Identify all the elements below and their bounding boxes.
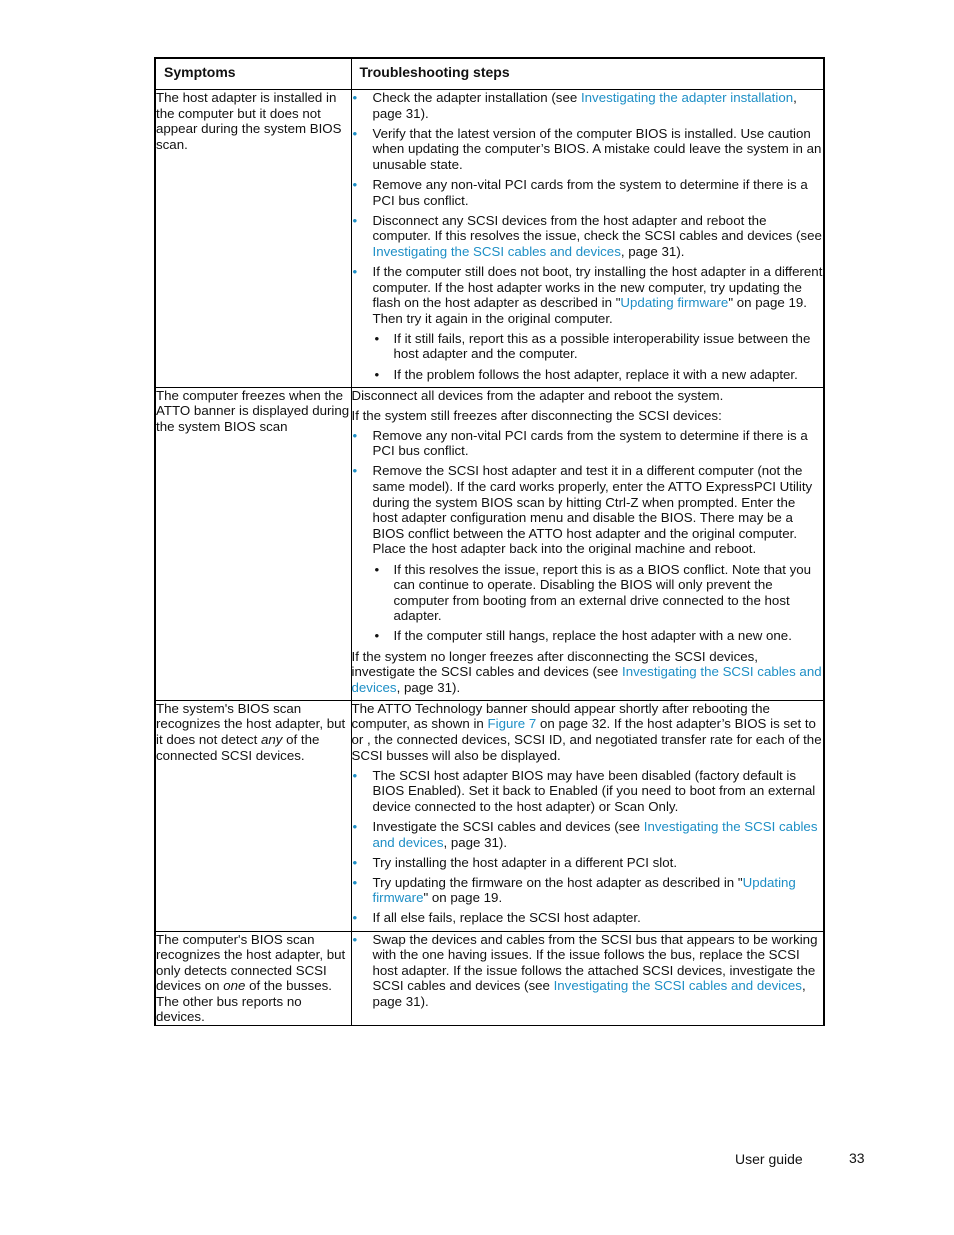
step-text: Verify that the latest version of the computer BIOS is installed. Use caution when updating the computer’s BIOS. A mistake could leave the system in an unusable state. bbox=[372, 125, 822, 172]
step-sub-bullet bbox=[352, 331, 824, 362]
step-bullet bbox=[352, 819, 824, 850]
cross-reference-link[interactable]: Investigating the SCSI cables and devices bbox=[372, 243, 621, 259]
footer-label: User guide bbox=[735, 1151, 803, 1167]
cross-reference-link[interactable]: Investigating the adapter installation bbox=[580, 90, 794, 105]
cross-reference-link[interactable]: Investigating the SCSI cables and devices bbox=[553, 978, 802, 994]
step-bullet bbox=[352, 177, 824, 208]
step-bullet bbox=[352, 90, 824, 121]
steps-cell bbox=[351, 387, 824, 700]
step-text: " on page 19. bbox=[423, 890, 503, 906]
step-text: , page 31). bbox=[372, 978, 806, 1009]
step-text: Disconnect all devices from the adapter and reboot the system. bbox=[351, 387, 724, 403]
table-row bbox=[155, 387, 824, 700]
steps-cell bbox=[351, 700, 824, 931]
step-text: If the problem follows the host adapter, replace it with a new adapter. bbox=[393, 366, 798, 382]
step-bullet bbox=[352, 768, 824, 815]
table-body bbox=[155, 90, 824, 1026]
step-bullet bbox=[352, 910, 824, 926]
step-text: The ATTO Technology banner should appear shortly after rebooting the computer, as shown in bbox=[351, 700, 770, 732]
column-header-troubleshooting-steps: Troubleshooting steps bbox=[351, 58, 824, 90]
emphasis-text: one bbox=[223, 978, 246, 994]
column-header-symptoms: Symptoms bbox=[155, 58, 351, 90]
step-bullet bbox=[352, 213, 824, 260]
table-row bbox=[155, 700, 824, 931]
cross-reference-link[interactable]: Figure 7 bbox=[487, 716, 537, 732]
step-list bbox=[352, 768, 824, 926]
step-text: If this resolves the issue, report this is as a BIOS conflict. Note that you can continue to operate. Disabling the BIOS will only prevent the computer from booting from an external drive connected to the host adapter. bbox=[393, 561, 812, 624]
step-list bbox=[352, 932, 824, 1010]
step-text: Investigate the SCSI cables and devices (see bbox=[372, 818, 644, 834]
step-paragraph bbox=[352, 701, 824, 763]
table-header-row bbox=[155, 58, 824, 90]
step-bullet bbox=[352, 264, 824, 326]
step-list bbox=[352, 90, 824, 382]
cross-reference-link[interactable]: Investigating the SCSI cables and devices bbox=[372, 818, 818, 850]
cross-reference-link[interactable]: Updating firmware bbox=[620, 295, 729, 311]
step-text: " on page 19. Then try it again in the original computer. bbox=[372, 295, 807, 326]
steps-cell bbox=[351, 90, 824, 388]
step-sub-bullet bbox=[352, 562, 824, 624]
step-list bbox=[352, 428, 824, 644]
step-text: Check the adapter installation (see bbox=[372, 90, 581, 105]
step-text: , page 31). bbox=[620, 243, 685, 259]
symptom-cell: The computer freezes when the ATTO banner is displayed during the system BIOS scan bbox=[155, 387, 351, 700]
symptom-cell: The computer's BIOS scan recognizes the host adapter, but only detects connected SCSI devices on one of the busses. The other bus reports no devices. bbox=[155, 931, 351, 1026]
cross-reference-link[interactable]: Updating firmware bbox=[372, 874, 796, 906]
step-paragraph bbox=[352, 408, 824, 424]
step-text: Try installing the host adapter in a different PCI slot. bbox=[372, 854, 678, 870]
step-paragraph bbox=[352, 649, 824, 696]
step-text: If the computer still does not boot, try installing the host adapter in a different computer. If the host adapter works in the new computer, try updating the flash on the host adapter as described in " bbox=[372, 263, 823, 311]
step-sub-bullet bbox=[352, 367, 824, 383]
step-text: If it still fails, report this as a possible interoperability issue between the host adapter and the computer. bbox=[393, 330, 811, 362]
troubleshooting-table bbox=[154, 57, 825, 1026]
table-row bbox=[155, 90, 824, 388]
step-text: , page 31). bbox=[443, 834, 508, 850]
step-text: The SCSI host adapter BIOS may have been disabled (factory default is BIOS Enabled). Set it back to Enabled (if you need to boot from an external device connected to the host adapter) or Scan Only. bbox=[372, 767, 816, 814]
step-bullet bbox=[352, 428, 824, 459]
step-text: Remove any non-vital PCI cards from the system to determine if there is a PCI bus conflict. bbox=[372, 427, 808, 459]
step-bullet bbox=[352, 126, 824, 173]
step-sub-bullet bbox=[352, 628, 824, 644]
step-text: If the computer still hangs, replace the host adapter with a new one. bbox=[393, 628, 792, 644]
step-text: Try updating the firmware on the host adapter as described in " bbox=[372, 874, 743, 890]
step-text: Disconnect any SCSI devices from the host adapter and reboot the computer. If this resolves the issue, check the SCSI cables and devices (see bbox=[372, 212, 822, 244]
cross-reference-link[interactable]: Investigating the SCSI cables and devices bbox=[351, 664, 822, 695]
step-text: If the system no longer freezes after disconnecting the SCSI devices, investigate the SCSI cables and devices (see bbox=[351, 648, 759, 680]
step-bullet bbox=[352, 875, 824, 906]
step-bullet bbox=[352, 463, 824, 557]
step-text: Remove any non-vital PCI cards from the system to determine if there is a PCI bus conflict. bbox=[372, 176, 808, 208]
symptom-cell: The host adapter is installed in the computer but it does not appear during the system BIOS scan. bbox=[155, 90, 351, 388]
step-text: Remove the SCSI host adapter and test it in a different computer (not the same model). If the card works properly, enter the ATTO ExpressPCI Utility during the system BIOS scan by hitting Ctrl-Z when prompted. Enter the host adapter configuration menu and disable the BIOS. There may be a BIOS conflict between the ATTO host adapter and the original computer. Place the host adapter back into the original machine and reboot. bbox=[372, 463, 813, 557]
step-text: If all else fails, replace the SCSI host adapter. bbox=[372, 910, 641, 926]
step-text: Swap the devices and cables from the SCSI bus that appears to be working with the one having issues. If the issue follows the bus, replace the SCSI host adapter. If the issue follows the attached SCSI devices, investigate the SCSI cables and devices (see bbox=[372, 931, 818, 994]
step-paragraph bbox=[352, 388, 824, 404]
step-bullet bbox=[352, 932, 824, 1010]
step-text: , page 31). bbox=[372, 90, 797, 121]
step-bullet bbox=[352, 855, 824, 871]
step-text: If the system still freezes after disconnecting the SCSI devices: bbox=[351, 407, 722, 423]
table-row bbox=[155, 931, 824, 1026]
step-text: on page 32. If the host adapter’s BIOS is set to or , the connected devices, SCSI ID, and negotiated transfer rate for each of the SCSI busses will also be displayed. bbox=[351, 716, 822, 763]
symptom-cell: The system's BIOS scan recognizes the host adapter, but it does not detect any of the connected SCSI devices. bbox=[155, 700, 351, 931]
page-number: 33 bbox=[849, 1150, 865, 1166]
emphasis-text: any bbox=[260, 731, 283, 747]
step-text: , page 31). bbox=[396, 679, 461, 695]
steps-cell bbox=[351, 931, 824, 1026]
